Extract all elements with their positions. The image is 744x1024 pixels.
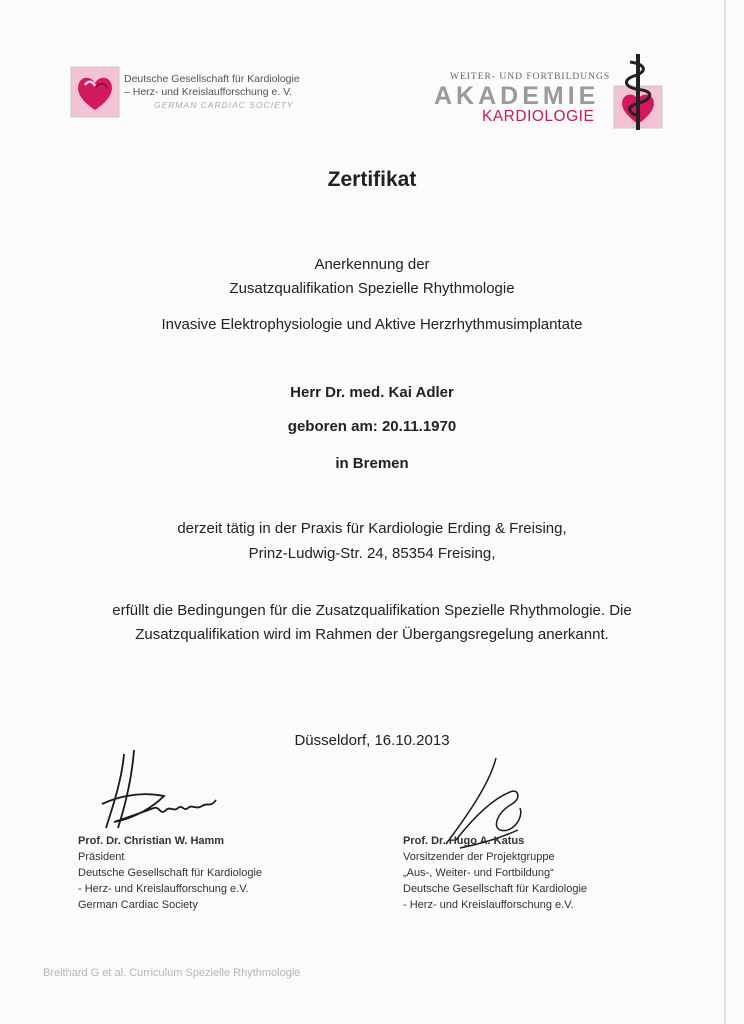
akademie-subtitle: WEITER- UND FORTBILDUNGS (450, 72, 611, 82)
recognition-line: Anerkennung der (314, 256, 430, 273)
specialization-line: Invasive Elektrophysiologie und Aktive Herzrhythmusimplantate (161, 316, 583, 333)
conditions-line2: Zusatzqualifikation wird im Rahmen der Übergangsregelung anerkannt. (135, 626, 609, 643)
workplace-address: Prinz-Ludwig-Str. 24, 85354 Freising, (248, 545, 496, 562)
signatory-left-role: Präsident (78, 851, 125, 863)
dgk-line1: Deutsche Gesellschaft für Kardiologie (124, 73, 300, 85)
signatory-left (78, 833, 262, 913)
signatory-right-org1: Deutsche Gesellschaft für Kardiologie (403, 883, 588, 895)
certificate-title: Zertifikat (327, 168, 417, 191)
signatory-left-org2: - Herz- und Kreislaufforschung e.V. (78, 883, 249, 895)
akademie-title: AKADEMIE (434, 82, 600, 110)
footer-source: Breithard G et al. Curriculum Spezielle Rhythmologie (43, 967, 301, 979)
qualification-line: Zusatzqualifikation Spezielle Rhythmologie (229, 280, 515, 297)
signatory-right-name: Prof. Dr. Hugo A. Katus (403, 835, 525, 847)
birth-place: in Bremen (335, 455, 409, 472)
signatory-right-role: Vorsitzender der Projektgruppe (403, 851, 555, 863)
dgk-line2: – Herz- und Kreislaufforschung e. V. (124, 86, 293, 98)
akademie-kardiologie: KARDIOLOGIE (482, 108, 595, 125)
dgk-society: GERMAN CARDIAC SOCIETY (154, 100, 294, 110)
place-and-date: Düsseldorf, 16.10.2013 (294, 732, 450, 749)
dgk-name (124, 73, 300, 112)
signatory-left-org3: German Cardiac Society (78, 899, 198, 911)
aesculapian-staff-icon (608, 52, 674, 132)
signatory-right-role2: „Aus-, Weiter- und Fortbildung“ (403, 867, 554, 879)
workplace-line: derzeit tätig in der Praxis für Kardiologie Erding & Freising, (177, 520, 567, 537)
page-edge (724, 0, 726, 1024)
birth-date: geboren am: 20.11.1970 (287, 418, 457, 435)
signatory-right (403, 833, 587, 913)
signature-hamm (84, 748, 224, 834)
signatory-right-org2: - Herz- und Kreislaufforschung e.V. (403, 899, 574, 911)
recipient-name: Herr Dr. med. Kai Adler (290, 384, 454, 401)
conditions-line1: erfüllt die Bedingungen für die Zusatzqualifikation Spezielle Rhythmologie. Die (112, 602, 632, 619)
signatory-left-org1: Deutsche Gesellschaft für Kardiologie (78, 867, 263, 879)
signatory-left-name: Prof. Dr. Christian W. Hamm (78, 835, 225, 847)
dgk-heart-logo (70, 66, 120, 118)
